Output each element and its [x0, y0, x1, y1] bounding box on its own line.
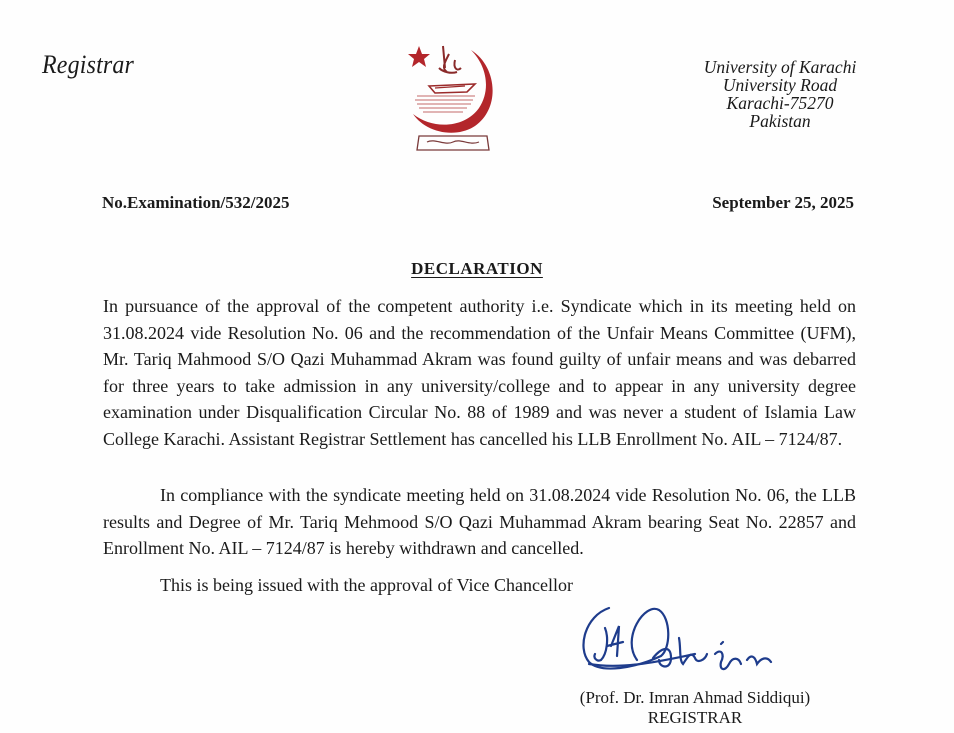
signatory-designation: REGISTRAR — [647, 708, 743, 727]
address-line: University of Karachi — [703, 57, 857, 77]
address-line: University Road — [722, 75, 838, 95]
university-address — [680, 58, 880, 130]
signatory-block — [540, 688, 850, 728]
reference-number: No.Examination/532/2025 — [102, 193, 290, 212]
paragraph-3: This is being issued with the approval of Vice Chancellor — [160, 575, 573, 595]
paragraph-1: In pursuance of the approval of the competent authority i.e. Syndicate which in its meeting held on 31.08.2024 vide Resolution No. 06 and the recommendation of the Unfair Means Committee (UFM), Mr. Tariq Mahmood S/O Qazi Muhammad Akram was found guilty of unfair means and was debarred for three years to take admission in any university/college and to appear in any university degree examination under Disqualification Circular No. 88 of 1989 and was never a student of Islamia Law College Karachi. Assistant Registrar Settlement has cancelled his LLB Enrollment No. AIL – 7124/87. — [103, 296, 856, 449]
paragraph-2: In compliance with the syndicate meeting held on 31.08.2024 vide Resolution No. 06, the LLB results and Degree of Mr. Tariq Mehmood S/O Qazi Muhammad Akram bearing Seat No. 22857 and Enrollment No. AIL – 7124/87 is hereby withdrawn and cancelled. — [103, 485, 856, 558]
address-line: Karachi-75270 — [726, 93, 834, 113]
university-crest-icon — [405, 38, 500, 160]
address-line: Pakistan — [749, 111, 811, 131]
issue-date: September 25, 2025 — [712, 193, 854, 212]
office-heading: Registrar — [42, 50, 135, 79]
signatory-name: (Prof. Dr. Imran Ahmad Siddiqui) — [579, 688, 811, 707]
signature-icon — [575, 598, 815, 690]
document-title: DECLARATION — [411, 259, 543, 278]
